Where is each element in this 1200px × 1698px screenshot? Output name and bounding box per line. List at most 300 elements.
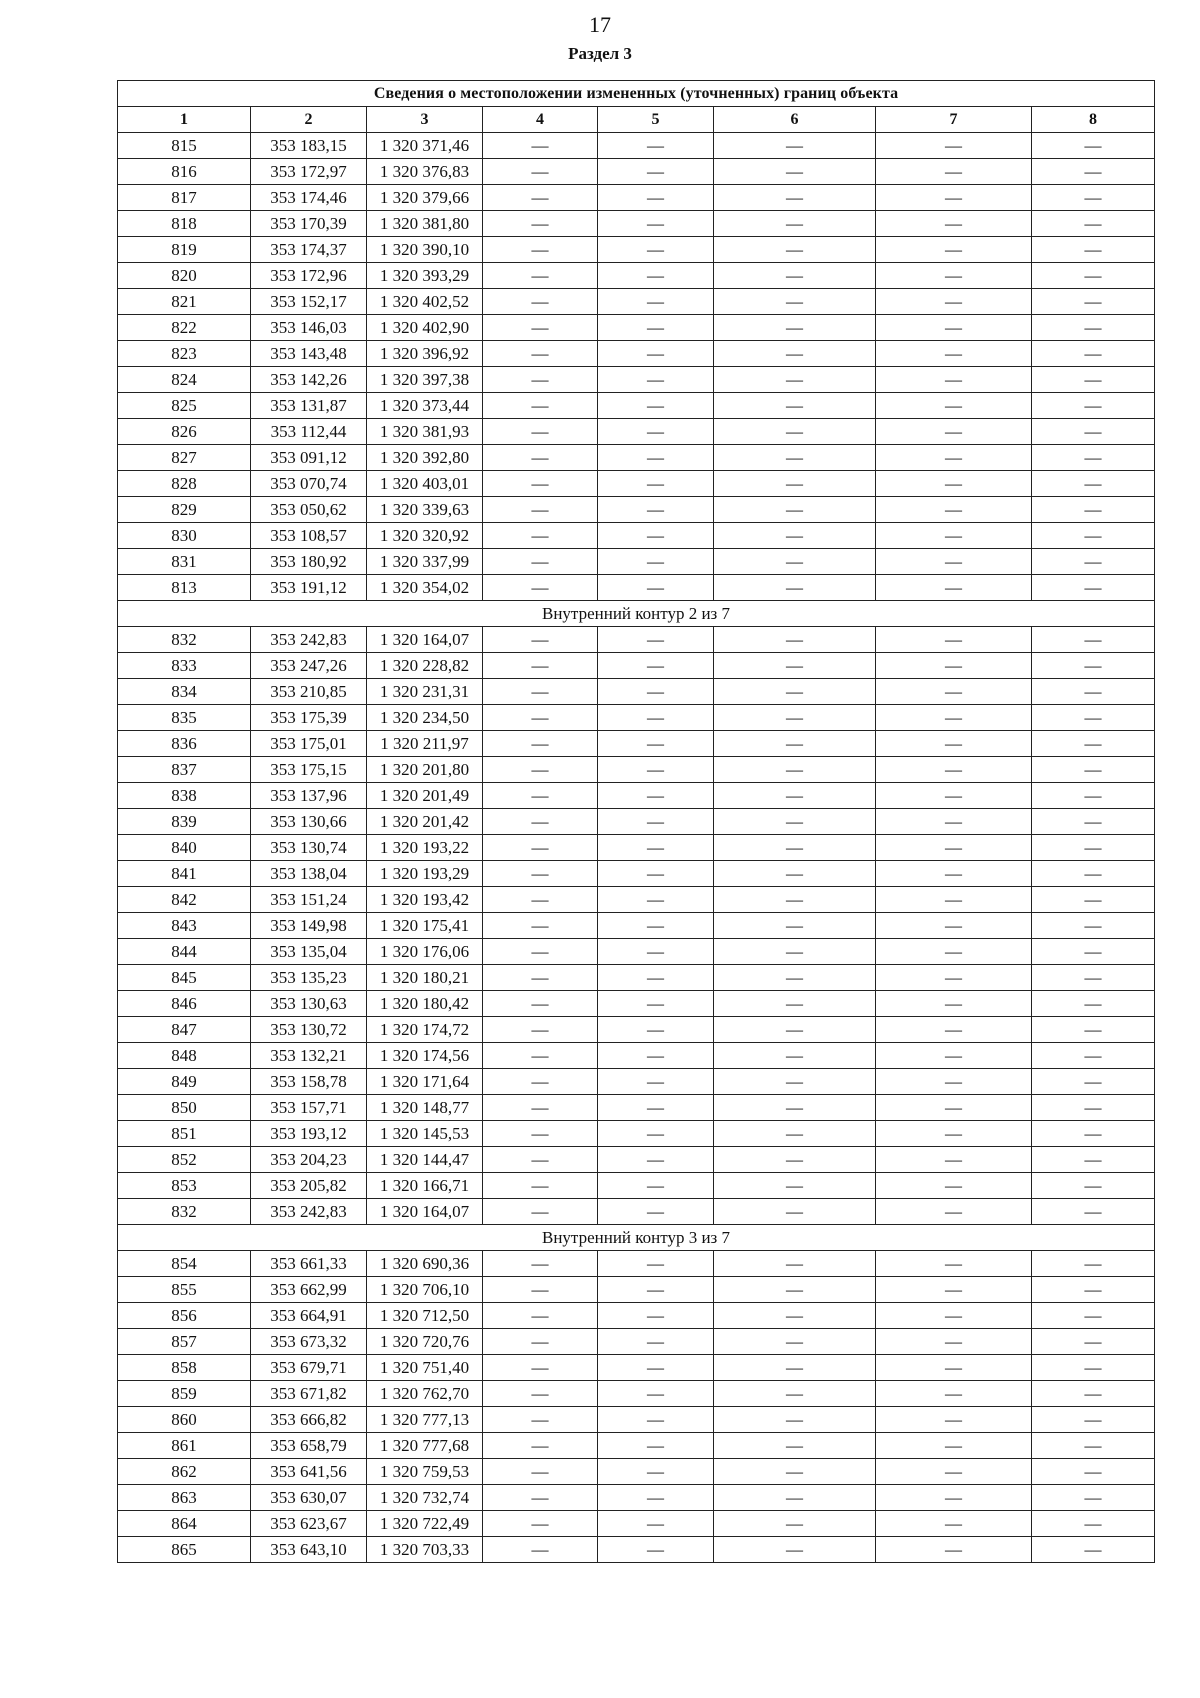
x-coordinate-cell: 353 180,92 [251,549,367,575]
empty-value-cell: — [714,991,876,1017]
y-coordinate-cell: 1 320 201,42 [367,809,483,835]
contour-label: Внутренний контур 2 из 7 [118,601,1155,627]
empty-value-cell: — [714,1355,876,1381]
empty-value-cell: — [598,393,714,419]
empty-value-cell: — [876,627,1032,653]
y-coordinate-cell: 1 320 381,80 [367,211,483,237]
y-coordinate-cell: 1 320 751,40 [367,1355,483,1381]
empty-value-cell: — [876,471,1032,497]
empty-value-cell: — [876,393,1032,419]
empty-value-cell: — [598,705,714,731]
table-row [118,1485,1155,1511]
empty-value-cell: — [483,1329,598,1355]
empty-value-cell: — [876,705,1032,731]
empty-value-cell: — [598,1355,714,1381]
y-coordinate-cell: 1 320 211,97 [367,731,483,757]
empty-value-cell: — [714,861,876,887]
empty-value-cell: — [483,627,598,653]
y-coordinate-cell: 1 320 193,42 [367,887,483,913]
x-coordinate-cell: 353 242,83 [251,1199,367,1225]
empty-value-cell: — [483,1147,598,1173]
empty-value-cell: — [876,1147,1032,1173]
empty-value-cell: — [1032,1511,1155,1537]
y-coordinate-cell: 1 320 722,49 [367,1511,483,1537]
x-coordinate-cell: 353 170,39 [251,211,367,237]
contour-row [118,1225,1155,1251]
empty-value-cell: — [876,861,1032,887]
empty-value-cell: — [1032,471,1155,497]
empty-value-cell: — [1032,861,1155,887]
empty-value-cell: — [1032,1407,1155,1433]
x-coordinate-cell: 353 130,63 [251,991,367,1017]
table-row [118,757,1155,783]
empty-value-cell: — [714,133,876,159]
empty-value-cell: — [876,185,1032,211]
empty-value-cell: — [598,1069,714,1095]
empty-value-cell: — [714,523,876,549]
empty-value-cell: — [598,289,714,315]
empty-value-cell: — [876,991,1032,1017]
empty-value-cell: — [483,1511,598,1537]
empty-value-cell: — [876,1485,1032,1511]
table-row [118,263,1155,289]
empty-value-cell: — [714,419,876,445]
empty-value-cell: — [1032,1459,1155,1485]
empty-value-cell: — [714,1381,876,1407]
x-coordinate-cell: 353 183,15 [251,133,367,159]
table-row [118,1095,1155,1121]
empty-value-cell: — [714,1537,876,1563]
empty-value-cell: — [598,263,714,289]
empty-value-cell: — [876,1121,1032,1147]
y-coordinate-cell: 1 320 234,50 [367,705,483,731]
empty-value-cell: — [876,1173,1032,1199]
empty-value-cell: — [483,185,598,211]
empty-value-cell: — [483,1537,598,1563]
y-coordinate-cell: 1 320 164,07 [367,627,483,653]
table-row [118,1407,1155,1433]
empty-value-cell: — [1032,627,1155,653]
point-number-cell: 846 [118,991,251,1017]
empty-value-cell: — [598,237,714,263]
point-number-cell: 860 [118,1407,251,1433]
point-number-cell: 862 [118,1459,251,1485]
x-coordinate-cell: 353 671,82 [251,1381,367,1407]
empty-value-cell: — [1032,1173,1155,1199]
empty-value-cell: — [483,575,598,601]
x-coordinate-cell: 353 091,12 [251,445,367,471]
table-row [118,1511,1155,1537]
empty-value-cell: — [876,653,1032,679]
empty-value-cell: — [598,471,714,497]
x-coordinate-cell: 353 630,07 [251,1485,367,1511]
empty-value-cell: — [483,341,598,367]
empty-value-cell: — [714,393,876,419]
empty-value-cell: — [483,471,598,497]
empty-value-cell: — [598,211,714,237]
empty-value-cell: — [714,159,876,185]
empty-value-cell: — [714,211,876,237]
point-number-cell: 844 [118,939,251,965]
empty-value-cell: — [1032,315,1155,341]
x-coordinate-cell: 353 204,23 [251,1147,367,1173]
table-row [118,835,1155,861]
empty-value-cell: — [714,1017,876,1043]
empty-value-cell: — [714,185,876,211]
y-coordinate-cell: 1 320 732,74 [367,1485,483,1511]
empty-value-cell: — [483,133,598,159]
point-number-cell: 837 [118,757,251,783]
point-number-cell: 852 [118,1147,251,1173]
point-number-cell: 828 [118,471,251,497]
empty-value-cell: — [483,549,598,575]
empty-value-cell: — [714,1121,876,1147]
empty-value-cell: — [483,1407,598,1433]
empty-value-cell: — [1032,991,1155,1017]
y-coordinate-cell: 1 320 403,01 [367,471,483,497]
y-coordinate-cell: 1 320 193,29 [367,861,483,887]
x-coordinate-cell: 353 174,37 [251,237,367,263]
table-caption-row [118,81,1155,107]
empty-value-cell: — [483,757,598,783]
empty-value-cell: — [714,1433,876,1459]
table-row [118,367,1155,393]
y-coordinate-cell: 1 320 171,64 [367,1069,483,1095]
x-coordinate-cell: 353 172,96 [251,263,367,289]
empty-value-cell: — [598,1173,714,1199]
x-coordinate-cell: 353 050,62 [251,497,367,523]
y-coordinate-cell: 1 320 337,99 [367,549,483,575]
empty-value-cell: — [714,913,876,939]
empty-value-cell: — [598,913,714,939]
empty-value-cell: — [1032,679,1155,705]
empty-value-cell: — [1032,1017,1155,1043]
table-row [118,237,1155,263]
point-number-cell: 830 [118,523,251,549]
point-number-cell: 839 [118,809,251,835]
empty-value-cell: — [876,1095,1032,1121]
x-coordinate-cell: 353 193,12 [251,1121,367,1147]
empty-value-cell: — [598,523,714,549]
y-coordinate-cell: 1 320 371,46 [367,133,483,159]
empty-value-cell: — [598,341,714,367]
empty-value-cell: — [483,367,598,393]
y-coordinate-cell: 1 320 712,50 [367,1303,483,1329]
empty-value-cell: — [598,653,714,679]
empty-value-cell: — [1032,1147,1155,1173]
empty-value-cell: — [598,1277,714,1303]
empty-value-cell: — [598,185,714,211]
point-number-cell: 859 [118,1381,251,1407]
y-coordinate-cell: 1 320 777,13 [367,1407,483,1433]
empty-value-cell: — [714,1485,876,1511]
empty-value-cell: — [714,1329,876,1355]
empty-value-cell: — [714,263,876,289]
empty-value-cell: — [483,1303,598,1329]
y-coordinate-cell: 1 320 396,92 [367,341,483,367]
empty-value-cell: — [876,497,1032,523]
table-row [118,1537,1155,1563]
empty-value-cell: — [483,965,598,991]
x-coordinate-cell: 353 641,56 [251,1459,367,1485]
table-row [118,965,1155,991]
empty-value-cell: — [876,211,1032,237]
empty-value-cell: — [483,679,598,705]
section-title: Раздел 3 [568,44,632,63]
empty-value-cell: — [876,549,1032,575]
y-coordinate-cell: 1 320 174,56 [367,1043,483,1069]
table-row [118,1251,1155,1277]
empty-value-cell: — [598,809,714,835]
empty-value-cell: — [714,367,876,393]
empty-value-cell: — [876,1407,1032,1433]
empty-value-cell: — [714,1251,876,1277]
empty-value-cell: — [598,575,714,601]
empty-value-cell: — [876,1511,1032,1537]
empty-value-cell: — [1032,1433,1155,1459]
empty-value-cell: — [714,1095,876,1121]
table-row [118,1173,1155,1199]
point-number-cell: 857 [118,1329,251,1355]
table-row [118,679,1155,705]
empty-value-cell: — [598,497,714,523]
empty-value-cell: — [876,1043,1032,1069]
column-header: 8 [1032,107,1155,133]
point-number-cell: 847 [118,1017,251,1043]
point-number-cell: 835 [118,705,251,731]
empty-value-cell: — [876,1251,1032,1277]
point-number-cell: 861 [118,1433,251,1459]
empty-value-cell: — [483,523,598,549]
table-row [118,913,1155,939]
point-number-cell: 836 [118,731,251,757]
empty-value-cell: — [598,1329,714,1355]
y-coordinate-cell: 1 320 393,29 [367,263,483,289]
x-coordinate-cell: 353 174,46 [251,185,367,211]
empty-value-cell: — [876,783,1032,809]
empty-value-cell: — [876,757,1032,783]
empty-value-cell: — [598,1199,714,1225]
table-row [118,887,1155,913]
x-coordinate-cell: 353 130,66 [251,809,367,835]
empty-value-cell: — [876,1459,1032,1485]
empty-value-cell: — [483,315,598,341]
x-coordinate-cell: 353 175,15 [251,757,367,783]
empty-value-cell: — [1032,549,1155,575]
empty-value-cell: — [714,1173,876,1199]
y-coordinate-cell: 1 320 354,02 [367,575,483,601]
table-row [118,471,1155,497]
empty-value-cell: — [876,341,1032,367]
point-number-cell: 840 [118,835,251,861]
empty-value-cell: — [598,627,714,653]
column-header: 4 [483,107,598,133]
point-number-cell: 817 [118,185,251,211]
x-coordinate-cell: 353 210,85 [251,679,367,705]
empty-value-cell: — [483,1433,598,1459]
empty-value-cell: — [1032,575,1155,601]
x-coordinate-cell: 353 132,21 [251,1043,367,1069]
point-number-cell: 849 [118,1069,251,1095]
empty-value-cell: — [483,783,598,809]
empty-value-cell: — [1032,1121,1155,1147]
empty-value-cell: — [1032,1069,1155,1095]
empty-value-cell: — [1032,809,1155,835]
table-row [118,705,1155,731]
x-coordinate-cell: 353 112,44 [251,419,367,445]
x-coordinate-cell: 353 661,33 [251,1251,367,1277]
x-coordinate-cell: 353 623,67 [251,1511,367,1537]
x-coordinate-cell: 353 158,78 [251,1069,367,1095]
table-row [118,1303,1155,1329]
x-coordinate-cell: 353 137,96 [251,783,367,809]
point-number-cell: 818 [118,211,251,237]
empty-value-cell: — [714,471,876,497]
y-coordinate-cell: 1 320 164,07 [367,1199,483,1225]
empty-value-cell: — [1032,237,1155,263]
empty-value-cell: — [876,1303,1032,1329]
contour-row [118,601,1155,627]
x-coordinate-cell: 353 666,82 [251,1407,367,1433]
empty-value-cell: — [714,549,876,575]
empty-value-cell: — [1032,731,1155,757]
empty-value-cell: — [483,653,598,679]
y-coordinate-cell: 1 320 175,41 [367,913,483,939]
x-coordinate-cell: 353 135,04 [251,939,367,965]
point-number-cell: 816 [118,159,251,185]
empty-value-cell: — [714,1199,876,1225]
empty-value-cell: — [876,419,1032,445]
y-coordinate-cell: 1 320 373,44 [367,393,483,419]
table-row [118,185,1155,211]
empty-value-cell: — [483,1355,598,1381]
empty-value-cell: — [1032,133,1155,159]
empty-value-cell: — [1032,1199,1155,1225]
point-number-cell: 853 [118,1173,251,1199]
table-caption: Сведения о местоположении измененных (уточненных) границ объекта [118,81,1155,107]
x-coordinate-cell: 353 146,03 [251,315,367,341]
empty-value-cell: — [598,1511,714,1537]
table-row [118,939,1155,965]
empty-value-cell: — [714,627,876,653]
empty-value-cell: — [598,315,714,341]
y-coordinate-cell: 1 320 145,53 [367,1121,483,1147]
point-number-cell: 824 [118,367,251,393]
table-row [118,783,1155,809]
x-coordinate-cell: 353 143,48 [251,341,367,367]
empty-value-cell: — [1032,185,1155,211]
x-coordinate-cell: 353 172,97 [251,159,367,185]
empty-value-cell: — [1032,705,1155,731]
empty-value-cell: — [483,731,598,757]
y-coordinate-cell: 1 320 228,82 [367,653,483,679]
y-coordinate-cell: 1 320 174,72 [367,1017,483,1043]
table-row [118,575,1155,601]
point-number-cell: 850 [118,1095,251,1121]
empty-value-cell: — [483,1459,598,1485]
empty-value-cell: — [1032,1485,1155,1511]
x-coordinate-cell: 353 643,10 [251,1537,367,1563]
empty-value-cell: — [714,315,876,341]
point-number-cell: 845 [118,965,251,991]
empty-value-cell: — [876,237,1032,263]
y-coordinate-cell: 1 320 777,68 [367,1433,483,1459]
x-coordinate-cell: 353 175,39 [251,705,367,731]
table-header-row [118,107,1155,133]
empty-value-cell: — [1032,445,1155,471]
empty-value-cell: — [714,1043,876,1069]
table-row [118,549,1155,575]
empty-value-cell: — [483,263,598,289]
empty-value-cell: — [876,1329,1032,1355]
empty-value-cell: — [714,887,876,913]
x-coordinate-cell: 353 142,26 [251,367,367,393]
empty-value-cell: — [483,393,598,419]
column-header: 6 [714,107,876,133]
empty-value-cell: — [876,523,1032,549]
point-number-cell: 838 [118,783,251,809]
table-row [118,1043,1155,1069]
point-number-cell: 822 [118,315,251,341]
empty-value-cell: — [714,1147,876,1173]
empty-value-cell: — [598,965,714,991]
y-coordinate-cell: 1 320 180,21 [367,965,483,991]
point-number-cell: 865 [118,1537,251,1563]
empty-value-cell: — [598,1017,714,1043]
x-coordinate-cell: 353 247,26 [251,653,367,679]
empty-value-cell: — [876,887,1032,913]
empty-value-cell: — [598,549,714,575]
empty-value-cell: — [483,289,598,315]
empty-value-cell: — [876,133,1032,159]
y-coordinate-cell: 1 320 759,53 [367,1459,483,1485]
table-row [118,523,1155,549]
empty-value-cell: — [876,367,1032,393]
point-number-cell: 863 [118,1485,251,1511]
y-coordinate-cell: 1 320 379,66 [367,185,483,211]
point-number-cell: 826 [118,419,251,445]
empty-value-cell: — [1032,341,1155,367]
column-header: 7 [876,107,1032,133]
point-number-cell: 858 [118,1355,251,1381]
x-coordinate-cell: 353 130,72 [251,1017,367,1043]
empty-value-cell: — [598,159,714,185]
y-coordinate-cell: 1 320 166,71 [367,1173,483,1199]
empty-value-cell: — [483,809,598,835]
x-coordinate-cell: 353 152,17 [251,289,367,315]
y-coordinate-cell: 1 320 381,93 [367,419,483,445]
table-row [118,1199,1155,1225]
empty-value-cell: — [598,939,714,965]
point-number-cell: 854 [118,1251,251,1277]
empty-value-cell: — [714,445,876,471]
empty-value-cell: — [1032,783,1155,809]
table-row [118,1277,1155,1303]
y-coordinate-cell: 1 320 703,33 [367,1537,483,1563]
empty-value-cell: — [598,991,714,1017]
empty-value-cell: — [714,341,876,367]
x-coordinate-cell: 353 664,91 [251,1303,367,1329]
point-number-cell: 819 [118,237,251,263]
y-coordinate-cell: 1 320 201,49 [367,783,483,809]
empty-value-cell: — [483,1199,598,1225]
point-number-cell: 829 [118,497,251,523]
empty-value-cell: — [598,445,714,471]
y-coordinate-cell: 1 320 180,42 [367,991,483,1017]
point-number-cell: 843 [118,913,251,939]
empty-value-cell: — [483,861,598,887]
y-coordinate-cell: 1 320 231,31 [367,679,483,705]
